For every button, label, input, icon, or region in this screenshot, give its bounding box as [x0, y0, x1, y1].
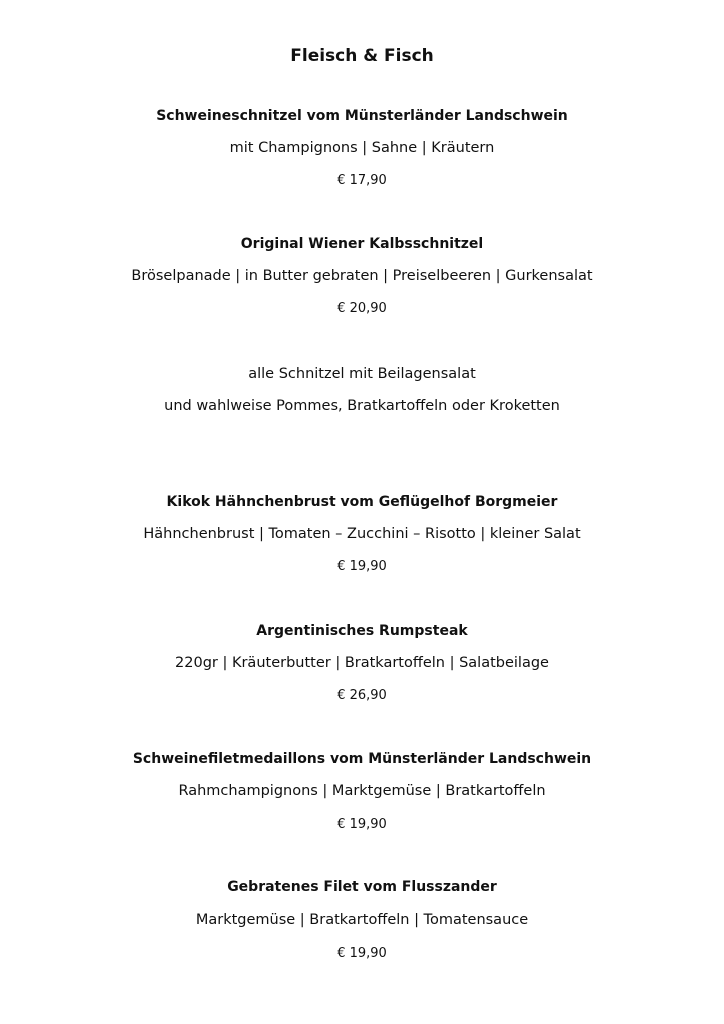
dish-price: € 17,90 — [337, 173, 387, 188]
note-line: alle Schnitzel mit Beilagensalat — [248, 366, 476, 382]
dish-price: € 19,90 — [337, 817, 387, 832]
dish-name: Original Wiener Kalbsschnitzel — [240, 236, 484, 252]
dish-description: 220gr | Kräuterbutter | Bratkartoffeln | Salatbeilage — [175, 655, 549, 671]
dish-description: Marktgemüse | Bratkartoffeln | Tomatensauce — [195, 912, 529, 928]
dish-name: Schweinefiletmedaillons vom Münsterländer Landschwein — [132, 751, 592, 767]
section-heading: Fleisch & Fisch — [290, 46, 434, 66]
dish-description: Hähnchenbrust | Tomaten – Zucchini – Risotto | kleiner Salat — [143, 526, 581, 542]
dish-price: € 19,90 — [337, 559, 387, 574]
dish-description: mit Champignons | Sahne | Kräutern — [229, 140, 495, 156]
dish-description: Bröselpanade | in Butter gebraten | Preiselbeeren | Gurkensalat — [131, 268, 593, 284]
dish-name: Kikok Hähnchenbrust vom Geflügelhof Borgmeier — [166, 494, 558, 510]
dish-name: Argentinisches Rumpsteak — [256, 623, 468, 639]
dish-name: Schweineschnitzel vom Münsterländer Landschwein — [156, 108, 568, 124]
dish-name: Gebratenes Filet vom Flusszander — [227, 879, 497, 895]
dish-price: € 26,90 — [337, 688, 387, 703]
note-line: und wahlweise Pommes, Bratkartoffeln oder Kroketten — [164, 398, 560, 414]
dish-price: € 19,90 — [337, 946, 387, 961]
dish-description: Rahmchampignons | Marktgemüse | Bratkartoffeln — [178, 783, 546, 799]
dish-price: € 20,90 — [337, 301, 387, 316]
